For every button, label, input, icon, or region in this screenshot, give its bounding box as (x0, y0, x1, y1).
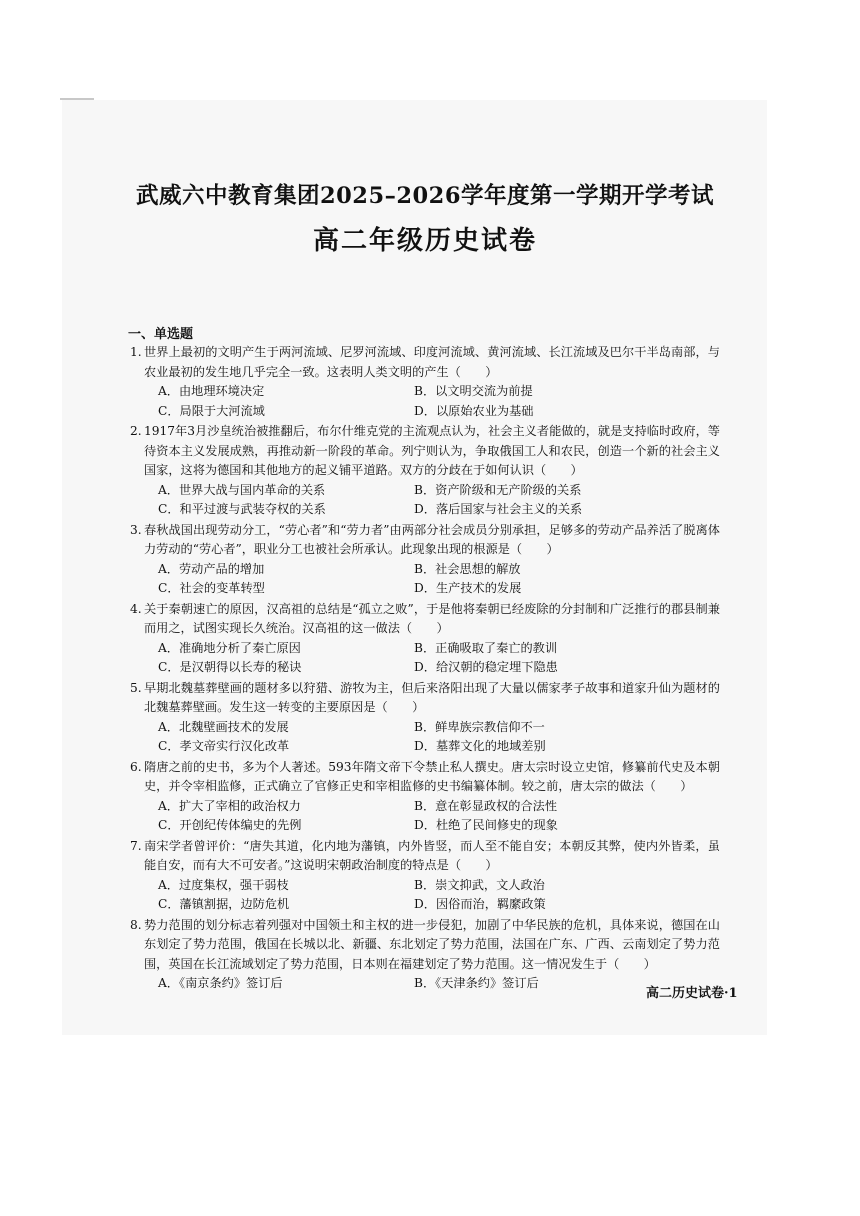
question (130, 758, 720, 836)
option-list (130, 560, 720, 599)
exam-content (130, 178, 720, 994)
answer-option: D．杜绝了民间修史的现象 (414, 818, 558, 832)
option-list (130, 797, 720, 836)
answer-option: B．资产阶级和无产阶级的关系 (414, 482, 582, 497)
answer-option: D．墓葬文化的地域差别 (414, 739, 546, 753)
question-stem (130, 916, 720, 975)
exam-subtitle: 高二年级历史试卷 (312, 226, 537, 256)
question-stem (130, 521, 720, 560)
question-stem (130, 679, 720, 718)
option-list (130, 639, 720, 678)
option-list (130, 876, 720, 915)
answer-option: C．孝文帝实行汉化改革 (158, 739, 290, 753)
question-list (130, 343, 720, 994)
question (130, 422, 720, 520)
question-text: 春秋战国出现劳动分工，“劳心者”和“劳力者”由两部分社会成员分别承担，足够多的劳动产品养活了脱离体力劳动的“劳心者”，职业分工也被社会所承认。此现象出现的根源是（ ） (144, 522, 720, 556)
answer-option: A．《南京条约》签订后 (158, 976, 283, 990)
question-number: 1. (130, 345, 142, 359)
question (130, 916, 720, 994)
answer-option: C．社会的变革转型 (158, 581, 265, 595)
question-text: 隋唐之前的史书，多为个人著述。593年隋文帝下令禁止私人撰史。唐太宗时设立史馆，修纂前代史及本朝史，并令宰相监修，正式确立了官修正史和宰相监修的史书编纂体制。较之前，唐太宗的做法（ ） (144, 759, 720, 793)
section-title: 一、单选题 (128, 327, 194, 342)
question (130, 679, 720, 757)
question (130, 600, 720, 678)
question-text: 1917年3月沙皇统治被推翻后，布尔什维克党的主流观点认为，社会主义者能做的，就是支持临时政府，等待资本主义发展成熟，再推动新一阶段的革命。列宁则认为，争取俄国工人和农民，创造一个新的社会主义国家，这将为德国和其他地方的起义铺平道路。双方的分歧在于如何认识（ ） (144, 424, 720, 477)
scan-mark (60, 98, 94, 100)
option-list (130, 974, 720, 994)
answer-option: A．扩大了宰相的政治权力 (158, 798, 301, 813)
question-text: 早期北魏墓葬壁画的题材多以狩猎、游牧为主，但后来洛阳出现了大量以儒家孝子故事和道家升仙为题材的北魏墓葬壁画。发生这一转变的主要原因是（ ） (144, 680, 720, 714)
question-stem (130, 758, 720, 797)
option-list (130, 481, 720, 520)
answer-option: A．北魏壁画技术的发展 (158, 719, 289, 734)
exam-title: 武威六中教育集团2025–2026学年度第一学期开学考试 (136, 183, 714, 209)
answer-option: A．过度集权，强干弱枝 (158, 877, 289, 892)
option-list (130, 382, 720, 421)
answer-option: C．开创纪传体编史的先例 (158, 818, 302, 832)
answer-option: B．意在彰显政权的合法性 (414, 798, 558, 813)
question-stem (130, 422, 720, 481)
answer-option: D．生产技术的发展 (414, 581, 522, 595)
question-text: 世界上最初的文明产生于两河流域、尼罗河流域、印度河流域、黄河流域、长江流域及巴尔干半岛南部，与农业最初的发生地几乎完全一致。这表明人类文明的产生（ ） (144, 345, 720, 379)
question-number: 8. (130, 917, 142, 932)
answer-option: C．是汉朝得以长寿的秘诀 (158, 660, 302, 674)
answer-option: D．因俗而治，羁縻政策 (414, 897, 546, 911)
question-text: 关于秦朝速亡的原因，汉高祖的总结是“孤立之败”，于是他将秦朝已经废除的分封制和广泛推行的郡县制兼而用之，试图实现长久统治。汉高祖的这一做法（ ） (144, 601, 720, 635)
question (130, 837, 720, 915)
answer-option: D．落后国家与社会主义的关系 (414, 502, 583, 516)
answer-option: C．藩镇割据，边防危机 (158, 897, 290, 911)
question-text: 南宋学者曾评价：“唐失其道，化内地为藩镇，内外皆竖，而人至不能自安；本朝反其弊，使内外皆柔，虽能自安，而有大不可安者。”这说明宋朝政治制度的特点是（ ） (144, 838, 720, 872)
answer-option: C．和平过渡与武装夺权的关系 (158, 502, 326, 516)
answer-option: B．以文明交流为前提 (414, 384, 533, 398)
answer-option: D．给汉朝的稳定埋下隐患 (414, 660, 558, 674)
answer-option: A．由地理环境决定 (158, 384, 265, 398)
answer-option: B．崇文抑武，文人政治 (414, 877, 545, 892)
answer-option: A．劳动产品的增加 (158, 561, 265, 576)
question-number: 4. (130, 601, 142, 616)
question-number: 6. (130, 759, 142, 774)
question-stem (130, 600, 720, 639)
question-number: 2. (130, 424, 142, 438)
question (130, 343, 720, 421)
page-footer: 高二历史试卷·1 (646, 986, 738, 1001)
question-number: 3. (130, 522, 142, 537)
question-number: 7. (130, 838, 142, 853)
option-list (130, 718, 720, 757)
answer-option: A．世界大战与国内革命的关系 (158, 482, 326, 497)
answer-option: A．准确地分析了秦亡原因 (158, 640, 301, 655)
answer-option: B．《天津条约》签订后 (414, 976, 539, 990)
answer-option: B．社会思想的解放 (414, 561, 521, 576)
question (130, 521, 720, 599)
question-number: 5. (130, 680, 142, 695)
question-stem (130, 343, 720, 382)
answer-option: D．以原始农业为基础 (414, 403, 534, 418)
answer-option: B．鲜卑族宗教信仰不一 (414, 719, 545, 734)
answer-option: B．正确吸取了秦亡的教训 (414, 640, 558, 655)
question-stem (130, 837, 720, 876)
answer-option: C．局限于大河流域 (158, 403, 265, 418)
question-text: 势力范围的划分标志着列强对中国领土和主权的进一步侵犯，加剧了中华民族的危机，具体来说，德国在山东划定了势力范围，俄国在长城以北、新疆、东北划定了势力范围，法国在广东、广西、云南划定了势力范围，英国在长江流域划定了势力范围，日本则在福建划定了势力范围。这一情况发生于（ ） (144, 917, 720, 971)
